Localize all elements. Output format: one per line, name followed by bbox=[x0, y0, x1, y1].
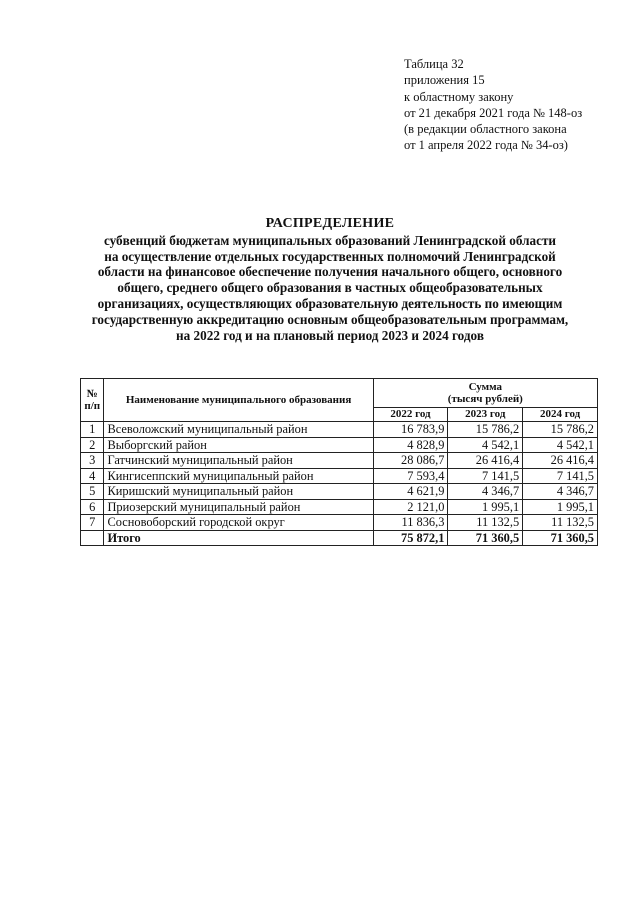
table-row bbox=[81, 453, 598, 469]
row-value-2023: 26 416,4 bbox=[448, 453, 523, 469]
title-heading: РАСПРЕДЕЛЕНИЕ bbox=[265, 216, 395, 231]
row-name: Кингисеппский муниципальный район bbox=[104, 468, 373, 484]
table-row bbox=[81, 484, 598, 500]
row-value-2024: 15 786,2 bbox=[523, 422, 598, 438]
title-line: организациях, осуществляющих образовательную деятельность по имеющим bbox=[97, 295, 563, 311]
row-name: Всеволожский муниципальный район bbox=[104, 422, 373, 438]
row-value-2022: 2 121,0 bbox=[373, 499, 448, 515]
title-line: общего, среднего общего образования в частных общеобразовательных bbox=[117, 280, 543, 296]
table-row bbox=[81, 515, 598, 531]
annex-line: от 21 декабря 2021 года № 148-оз bbox=[404, 105, 583, 120]
row-value-2022: 7 593,4 bbox=[373, 468, 448, 484]
row-num: 6 bbox=[81, 499, 104, 515]
row-num: 7 bbox=[81, 515, 104, 531]
header-name: Наименование муниципального образования bbox=[104, 379, 373, 422]
title-line: области на финансовое обеспечение получения начального общего, основного bbox=[97, 264, 563, 280]
row-value-2023: 4 346,7 bbox=[448, 484, 523, 500]
annex-line: (в редакции областного закона bbox=[404, 122, 567, 137]
row-value-2023: 1 995,1 bbox=[448, 499, 523, 515]
row-value-2024: 11 132,5 bbox=[523, 515, 598, 531]
annex-reference bbox=[404, 56, 604, 154]
row-value-2023: 4 542,1 bbox=[448, 437, 523, 453]
annex-line: приложения 15 bbox=[404, 73, 485, 88]
row-value-2023: 7 141,5 bbox=[448, 468, 523, 484]
row-value-2024: 4 542,1 bbox=[523, 437, 598, 453]
row-value-2024: 4 346,7 bbox=[523, 484, 598, 500]
table-row bbox=[81, 437, 598, 453]
document-title bbox=[60, 216, 600, 343]
row-name: Сосновоборский городской округ bbox=[104, 515, 373, 531]
title-line: на осуществление отдельных государственных полномочий Ленинградской bbox=[104, 248, 556, 264]
row-value-2024: 7 141,5 bbox=[523, 468, 598, 484]
total-value-2024: 71 360,5 bbox=[523, 530, 598, 546]
row-value-2022: 4 828,9 bbox=[373, 437, 448, 453]
header-year: 2024 год bbox=[523, 408, 598, 422]
header-num: № п/п bbox=[81, 379, 104, 422]
row-name: Выборгский район bbox=[104, 437, 373, 453]
row-value-2023: 15 786,2 bbox=[448, 422, 523, 438]
row-name: Гатчинский муниципальный район bbox=[104, 453, 373, 469]
annex-line: от 1 апреля 2022 года № 34-оз) bbox=[404, 138, 568, 153]
row-value-2024: 1 995,1 bbox=[523, 499, 598, 515]
annex-line: к областному закону bbox=[404, 89, 514, 104]
row-num: 2 bbox=[81, 437, 104, 453]
row-value-2024: 26 416,4 bbox=[523, 453, 598, 469]
row-value-2022: 11 836,3 bbox=[373, 515, 448, 531]
table-row bbox=[81, 422, 598, 438]
row-num: 4 bbox=[81, 468, 104, 484]
title-line: субвенций бюджетам муниципальных образований Ленинградской области bbox=[103, 232, 557, 248]
total-row bbox=[81, 530, 598, 546]
table-row bbox=[81, 468, 598, 484]
row-value-2022: 28 086,7 bbox=[373, 453, 448, 469]
total-label: Итого bbox=[104, 530, 373, 546]
header-year: 2022 год bbox=[373, 408, 448, 422]
row-name: Приозерский муниципальный район bbox=[104, 499, 373, 515]
row-num: 5 bbox=[81, 484, 104, 500]
row-value-2023: 11 132,5 bbox=[448, 515, 523, 531]
allocation-table bbox=[80, 378, 598, 546]
header-year: 2023 год bbox=[448, 408, 523, 422]
total-value-2023: 71 360,5 bbox=[448, 530, 523, 546]
row-num: 1 bbox=[81, 422, 104, 438]
row-value-2022: 4 621,9 bbox=[373, 484, 448, 500]
row-value-2022: 16 783,9 bbox=[373, 422, 448, 438]
header-sum-title: Сумма bbox=[468, 380, 503, 393]
total-value-2022: 75 872,1 bbox=[373, 530, 448, 546]
header-sum bbox=[373, 379, 597, 408]
title-line: на 2022 год и на плановый период 2023 и 2024 годов bbox=[176, 327, 484, 343]
row-num: 3 bbox=[81, 453, 104, 469]
table-row bbox=[81, 499, 598, 515]
header-sum-unit: (тысяч рублей) bbox=[447, 393, 523, 405]
annex-line: Таблица 32 bbox=[404, 57, 464, 71]
row-name: Киришский муниципальный район bbox=[104, 484, 373, 500]
title-line: государственную аккредитацию основным общеобразовательным программам, bbox=[91, 311, 569, 327]
total-num-cell bbox=[81, 530, 104, 546]
